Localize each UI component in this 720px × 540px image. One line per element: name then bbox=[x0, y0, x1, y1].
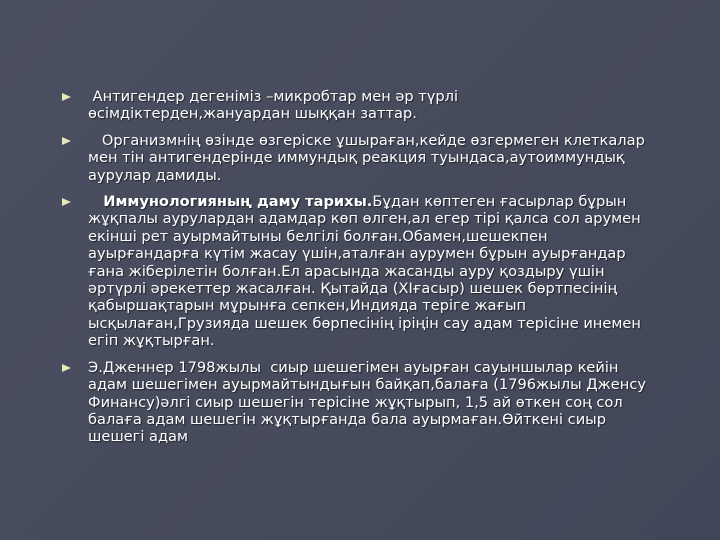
bullet-list bbox=[60, 88, 660, 455]
triangle-bullet-icon bbox=[62, 198, 71, 206]
bullet-text: Антигендер дегеніміз –микробтар мен әр түрлі өсімдіктерден,жануардан шыққан заттар. bbox=[88, 88, 463, 123]
bullet-text: Организмнің өзінде өзгеріске ұшыраған,кейде өзгермеген клеткалар мен тін антигендерінде иммундық реакция туындаса,аутоиммундық аурулар дамиды. bbox=[88, 131, 650, 184]
bullet-item-autoimmune bbox=[60, 132, 660, 184]
triangle-bullet-icon bbox=[62, 93, 71, 101]
bullet-item-history bbox=[60, 193, 660, 350]
bullet-heading: Иммунологияның даму тарихы. bbox=[88, 193, 373, 211]
triangle-bullet-icon bbox=[62, 137, 71, 145]
triangle-bullet-icon bbox=[62, 364, 71, 372]
bullet-item-antigens bbox=[60, 88, 660, 123]
bullet-text: Бұдан көптеген ғасырлар бұрын жұқпалы аурулардан адамдар көп өлген,ал егер тірі қалса сол арумен екінші рет ауырмайтыны белгілі болған.Обамен,шешекпен ауырғандарға күтім жасау үшін,аталған аурумен бұрын ауырғандар ғана жіберілетін болған.Ел арасында жасанды ауру қоздыру үшін әртүрлі әрекеттер жасалған. Қытайда (XIғасыр) шешек бөртпесінің қабыршақтарын мұрынға сепкен,Индияда теріге жағып ысқылаған,Грузияда шешек бөрпесінің іріңін сау адам терісіне инемен егіп жұқтырған. bbox=[88, 193, 646, 350]
bullet-text: Э.Дженнер 1798жылы сиыр шешегімен ауырған сауыншылар кейін адам шешегімен ауырмайтындығын байқап,балаға (1796жылы Дженсу Финансу)әлгі сиыр шешегін терісіне жұқтырып, 1,5 ай өткен соң сол балаға адам шешегін жұқтырғанда бала ауырмаған.Өйткені сиыр шешегі адам bbox=[88, 358, 651, 446]
bullet-item-jenner bbox=[60, 359, 660, 446]
